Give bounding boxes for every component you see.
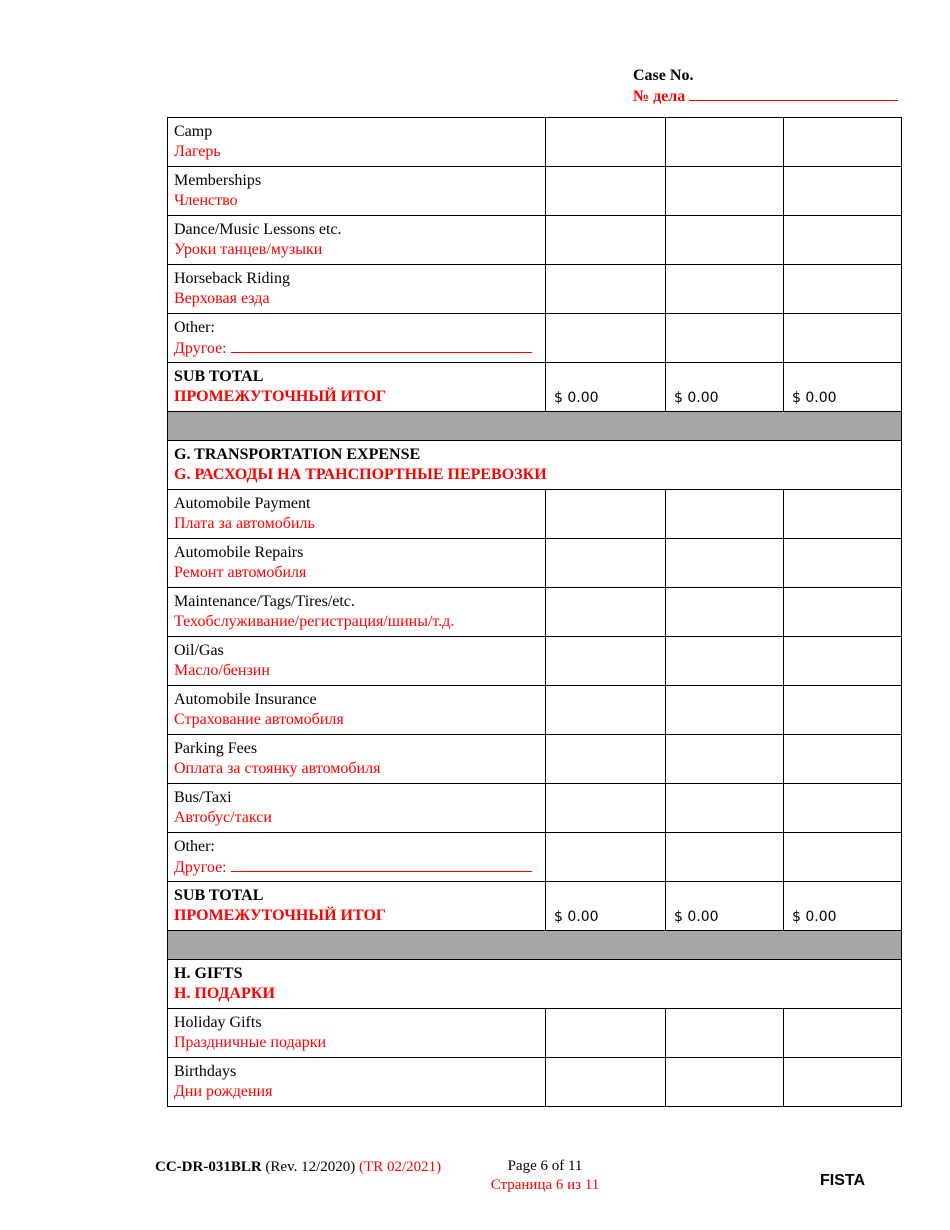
case-label-en: Case No. (633, 67, 694, 84)
amount-cell[interactable] (784, 265, 902, 314)
other-description-field[interactable] (231, 338, 532, 353)
row-label: Camp Лагерь (168, 118, 546, 167)
table-row (168, 490, 902, 539)
amount-cell[interactable] (784, 539, 902, 588)
subtotal-value: $ 0.00 (546, 363, 666, 412)
amount-cell[interactable] (666, 167, 784, 216)
row-label: Parking Fees Оплата за стоянку автомобиля (168, 735, 546, 784)
amount-cell[interactable] (666, 686, 784, 735)
amount-cell[interactable] (784, 167, 902, 216)
amount-cell[interactable] (666, 833, 784, 882)
amount-cell[interactable] (784, 314, 902, 363)
amount-cell[interactable] (666, 637, 784, 686)
subtotal-label: SUB TOTAL ПРОМЕЖУТОЧНЫЙ ИТОГ (168, 882, 546, 931)
subtotal-value: $ 0.00 (784, 363, 902, 412)
amount-cell[interactable] (666, 314, 784, 363)
amount-cell[interactable] (784, 637, 902, 686)
row-label: Bus/Taxi Автобус/такси (168, 784, 546, 833)
row-label: Memberships Членство (168, 167, 546, 216)
page-number (470, 1157, 620, 1195)
amount-cell[interactable] (784, 1009, 902, 1058)
form-id: CC-DR-031BLR (155, 1159, 262, 1175)
amount-cell[interactable] (546, 490, 666, 539)
subtotal-value: $ 0.00 (666, 882, 784, 931)
table-row (168, 539, 902, 588)
amount-cell[interactable] (546, 314, 666, 363)
subtotal-value: $ 0.00 (784, 882, 902, 931)
other-description-field[interactable] (231, 857, 532, 872)
page-number-en: Page 6 of 11 (507, 1158, 583, 1174)
amount-cell[interactable] (784, 588, 902, 637)
row-label: Other: Другое: (168, 833, 546, 882)
table-row (168, 686, 902, 735)
section-heading-row (168, 960, 902, 1009)
case-number-block (633, 66, 898, 107)
expense-table (167, 117, 902, 1107)
subtotal-label: SUB TOTAL ПРОМЕЖУТОЧНЫЙ ИТОГ (168, 363, 546, 412)
amount-cell[interactable] (546, 784, 666, 833)
row-label: Dance/Music Lessons etc. Уроки танцев/музыки (168, 216, 546, 265)
row-label: Birthdays Дни рождения (168, 1058, 546, 1107)
table-row (168, 588, 902, 637)
amount-cell[interactable] (784, 118, 902, 167)
amount-cell[interactable] (784, 216, 902, 265)
amount-cell[interactable] (546, 539, 666, 588)
section-heading-row (168, 441, 902, 490)
table-row (168, 1009, 902, 1058)
amount-cell[interactable] (666, 118, 784, 167)
amount-cell[interactable] (546, 833, 666, 882)
amount-cell[interactable] (666, 1009, 784, 1058)
amount-cell[interactable] (666, 539, 784, 588)
section-heading-transportation: G. TRANSPORTATION EXPENSE G. РАСХОДЫ НА ТРАНСПОРТНЫЕ ПЕРЕВОЗКИ (168, 441, 902, 490)
form-revision: (Rev. 12/2020) (265, 1159, 356, 1175)
table-row (168, 216, 902, 265)
table-row (168, 735, 902, 784)
amount-cell[interactable] (784, 1058, 902, 1107)
section-separator (168, 931, 902, 960)
subtotal-row (168, 882, 902, 931)
case-label-ru-line (633, 86, 898, 107)
amount-cell[interactable] (546, 167, 666, 216)
row-label: Horseback Riding Верховая езда (168, 265, 546, 314)
row-label: Oil/Gas Масло/бензин (168, 637, 546, 686)
amount-cell[interactable] (666, 735, 784, 784)
amount-cell[interactable] (546, 1009, 666, 1058)
amount-cell[interactable] (546, 686, 666, 735)
form-translation-revision: (TR 02/2021) (359, 1159, 442, 1175)
case-label-ru: № дела (633, 88, 686, 105)
amount-cell[interactable] (546, 1058, 666, 1107)
amount-cell[interactable] (666, 216, 784, 265)
amount-cell[interactable] (666, 1058, 784, 1107)
brand-label: FISTA (820, 1172, 866, 1189)
case-number-field[interactable] (689, 86, 898, 101)
table-row (168, 118, 902, 167)
amount-cell[interactable] (784, 686, 902, 735)
page-number-ru: Страница 6 из 11 (490, 1177, 600, 1193)
amount-cell[interactable] (546, 118, 666, 167)
amount-cell[interactable] (546, 265, 666, 314)
form-identifier (155, 1158, 441, 1176)
table-row (168, 637, 902, 686)
row-label: Automobile Repairs Ремонт автомобиля (168, 539, 546, 588)
amount-cell[interactable] (546, 637, 666, 686)
amount-cell[interactable] (666, 784, 784, 833)
amount-cell[interactable] (784, 784, 902, 833)
table-row (168, 1058, 902, 1107)
amount-cell[interactable] (784, 735, 902, 784)
subtotal-value: $ 0.00 (666, 363, 784, 412)
section-heading-gifts: H. GIFTS H. ПОДАРКИ (168, 960, 902, 1009)
table-row (168, 314, 902, 363)
amount-cell[interactable] (666, 265, 784, 314)
amount-cell[interactable] (784, 833, 902, 882)
row-label: Other: Другое: (168, 314, 546, 363)
table-row (168, 265, 902, 314)
amount-cell[interactable] (546, 735, 666, 784)
subtotal-row (168, 363, 902, 412)
section-separator (168, 412, 902, 441)
row-label: Maintenance/Tags/Tires/etc. Техобслуживание/регистрация/шины/т.д. (168, 588, 546, 637)
table-row (168, 833, 902, 882)
row-label: Automobile Payment Плата за автомобиль (168, 490, 546, 539)
row-label: Holiday Gifts Праздничные подарки (168, 1009, 546, 1058)
amount-cell[interactable] (666, 490, 784, 539)
row-label: Automobile Insurance Страхование автомобиля (168, 686, 546, 735)
table-row (168, 784, 902, 833)
amount-cell[interactable] (546, 588, 666, 637)
table-row (168, 167, 902, 216)
amount-cell[interactable] (784, 490, 902, 539)
amount-cell[interactable] (666, 588, 784, 637)
amount-cell[interactable] (546, 216, 666, 265)
subtotal-value: $ 0.00 (546, 882, 666, 931)
